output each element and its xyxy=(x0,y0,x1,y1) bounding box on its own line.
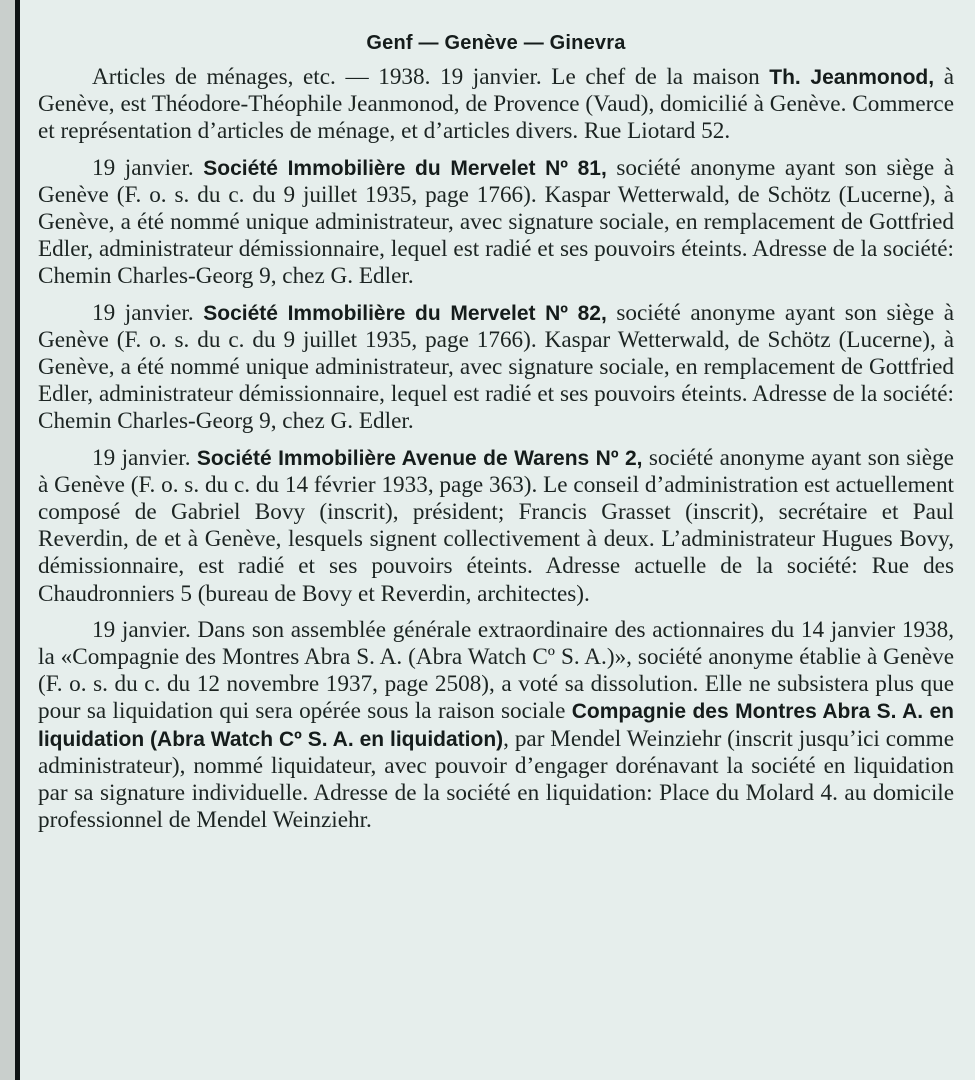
entry-date: 19 janvier. xyxy=(92,154,204,181)
company-name: Société Immobilière du Mervelet Nº 81, xyxy=(203,156,607,180)
entry-text: société anonyme ayant son siège à Genève (F. o. s. du c. du 9 juillet 1935, page 1766). Kaspar Wetterwald, de Schötz (Lucerne), à Genève, a été nommé unique administrateur, avec signature sociale, en remplacement de Gottfried Edler, administrateur démissionnaire, lequel est radié et ses pouvoirs éteints. Adresse de la société: Chemin Charles-Georg 9, chez G. Edler. xyxy=(38,299,954,435)
register-column xyxy=(38,30,954,843)
entry-warens-2 xyxy=(38,445,954,608)
company-name: Th. Jeanmonod, xyxy=(769,66,935,89)
entry-text: Articles de ménages, etc. — 1938. 19 janvier. Le chef de la maison xyxy=(92,64,770,90)
company-name: Société Immobilière du Mervelet Nº 82, xyxy=(203,301,607,325)
entry-text: , par Mendel Weinziehr (inscrit jusqu’ici comme administrateur), nommé liquidateur, avec pouvoir d’engager dorénavant la société en liquidation par sa signature individuelle. Adresse de la société en liquidation: Place du Molard 4. au domicile professionnel de Mendel Weinziehr. xyxy=(38,725,954,834)
entry-jeanmonod xyxy=(38,64,954,146)
entry-mervelet-82 xyxy=(38,300,954,436)
section-title: Genf — Genève — Ginevra xyxy=(366,32,626,54)
entry-text: à Genève, est Théodore-Théophile Jeanmonod, de Provence (Vaud), domicilié à Genève. Commerce et représentation d’articles de ménage, et d’articles divers. Rue Liotard 52. xyxy=(38,64,954,145)
page-margin xyxy=(0,0,15,1080)
entry-text: société anonyme ayant son siège à Genève (F. o. s. du c. du 9 juillet 1935, page 1766). Kaspar Wetterwald, de Schötz (Lucerne), à Genève, a été nommé unique administrateur, avec signature sociale, en remplacement de Gottfried Edler, administrateur démissionnaire, lequel est radié et ses pouvoirs éteints. Adresse de la société: Chemin Charles-Georg 9, chez G. Edler. xyxy=(38,154,954,290)
entry-mervelet-81 xyxy=(38,155,954,291)
entry-date: 19 janvier. xyxy=(92,299,204,326)
entry-text: 19 janvier. Dans son assemblée générale extraordinaire des actionnaires du 14 janvier 1938, la «Compagnie des Montres Abra S. A. (Abra Watch Cº S. A.)», société anonyme établie à Genève (F. o. s. du c. du 12 novembre 1937, page 2508), a voté sa dissolution. Elle ne subsistera plus que pour sa liquidation qui sera opérée sous la raison sociale xyxy=(38,616,954,725)
company-name: Société Immobilière Avenue de Warens Nº 2, xyxy=(196,446,643,470)
document-page xyxy=(20,0,975,1080)
entry-abra-watch xyxy=(38,617,954,835)
entry-text: société anonyme ayant son siège à Genève (F. o. s. du c. du 14 février 1933, page 363). Le conseil d’administration est actuellement composé de Gabriel Bovy (inscrit), président; Francis Grasset (inscrit), secrétaire et Paul Reverdin, de et à Genève, lesquels signent collectivement à deux. L’administrateur Hugues Bovy, démissionnaire, est radié et ses pouvoirs éteints. Adresse actuelle de la société: Rue des Chaudronniers 5 (bureau de Bovy et Reverdin, architectes). xyxy=(38,444,954,607)
entry-date: 19 janvier. xyxy=(92,444,197,471)
company-name: Compagnie des Montres Abra S. A. en liquidation (Abra Watch Cº S. A. en liquidation) xyxy=(38,700,955,751)
